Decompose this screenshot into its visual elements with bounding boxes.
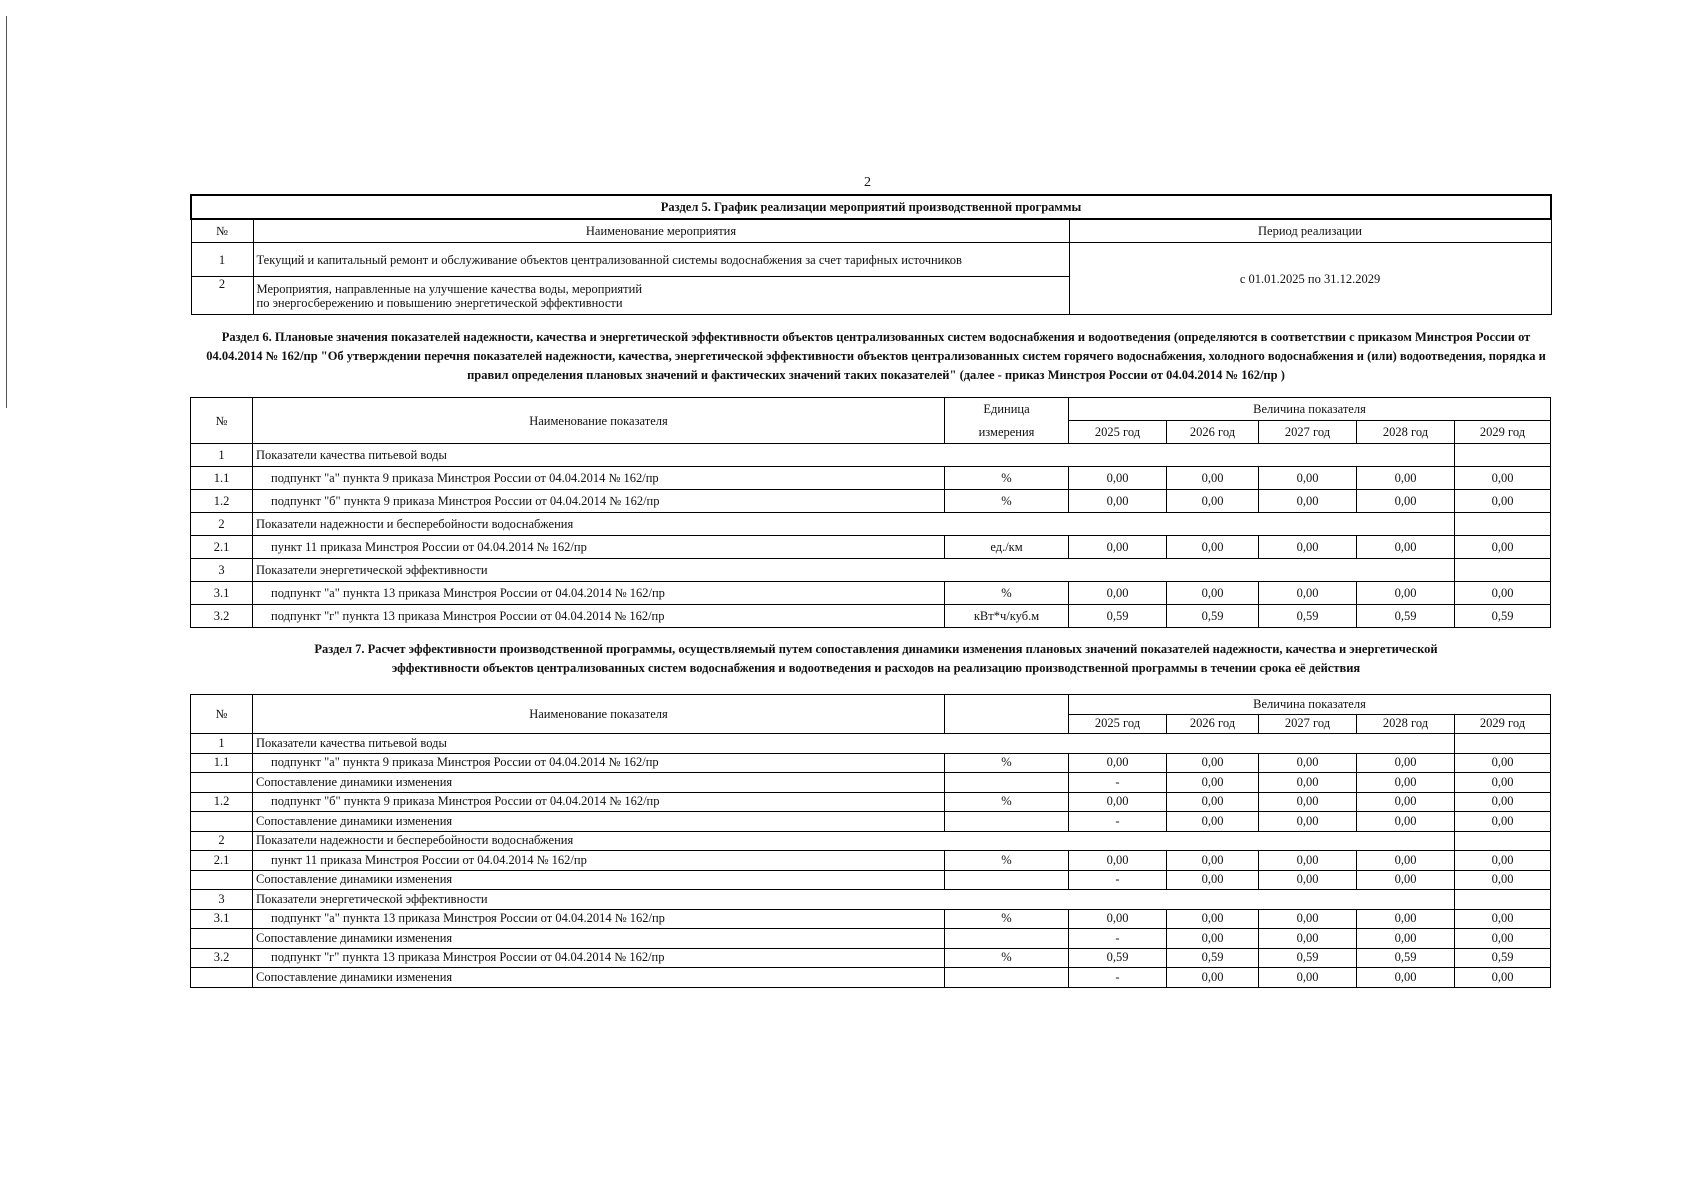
unit-cell: кВт*ч/куб.м bbox=[945, 605, 1069, 628]
row-number: 2.1 bbox=[191, 536, 253, 559]
value-cell: 0,00 bbox=[1357, 582, 1455, 605]
value-cell: 0,00 bbox=[1357, 870, 1455, 890]
section7-title-line2: эффективности объектов централизованных систем водоснабжения и водоотведения и расходов на реализацию производственной программы в течении срока её действия bbox=[391, 661, 1361, 675]
row-number: 1 bbox=[191, 444, 253, 467]
unit-cell: % bbox=[945, 948, 1069, 968]
section5-period-value: с 01.01.2025 по 31.12.2029 bbox=[1069, 243, 1551, 315]
value-cell: 0,00 bbox=[1357, 753, 1455, 773]
unit-cell: % bbox=[945, 909, 1069, 929]
table-row bbox=[191, 831, 1551, 851]
unit-cell: % bbox=[945, 467, 1069, 490]
indicator-name: подпункт "б" пункта 9 приказа Минстроя России от 04.04.2014 № 162/пр bbox=[253, 792, 945, 812]
section6-year-2028: 2028 год bbox=[1357, 421, 1455, 444]
value-cell: 0,00 bbox=[1167, 812, 1259, 832]
group-name: Показатели надежности и бесперебойности водоснабжения bbox=[253, 513, 1455, 536]
row-number: 2.1 bbox=[191, 851, 253, 871]
section5-title: Раздел 5. График реализации мероприятий производственной программы bbox=[191, 195, 1551, 219]
value-cell: 0,00 bbox=[1357, 929, 1455, 949]
section6-year-2027: 2027 год bbox=[1259, 421, 1357, 444]
value-cell: 0,00 bbox=[1455, 467, 1551, 490]
section7-title bbox=[230, 640, 1522, 678]
value-cell: 0,00 bbox=[1167, 968, 1259, 988]
indicator-name: подпункт "а" пункта 13 приказа Минстроя России от 04.04.2014 № 162/пр bbox=[253, 582, 945, 605]
value-cell: 0,59 bbox=[1455, 948, 1551, 968]
empty-cell bbox=[1455, 559, 1551, 582]
value-cell: 0,59 bbox=[1069, 948, 1167, 968]
value-cell: 0,00 bbox=[1455, 773, 1551, 793]
value-cell: 0,00 bbox=[1455, 812, 1551, 832]
section7-header-name: Наименование показателя bbox=[253, 695, 945, 734]
section7-header-unit bbox=[945, 695, 1069, 734]
value-cell: 0,00 bbox=[1069, 792, 1167, 812]
value-cell: 0,00 bbox=[1167, 467, 1259, 490]
value-cell: 0,00 bbox=[1455, 582, 1551, 605]
section6-body bbox=[191, 444, 1551, 628]
table-row bbox=[191, 851, 1551, 871]
section7-body bbox=[191, 734, 1551, 988]
group-name: Показатели энергетической эффективности bbox=[253, 559, 1455, 582]
value-cell: 0,00 bbox=[1167, 851, 1259, 871]
row-number bbox=[191, 812, 253, 832]
value-cell: 0,59 bbox=[1357, 605, 1455, 628]
section5-table bbox=[190, 194, 1552, 315]
value-cell: 0,00 bbox=[1069, 909, 1167, 929]
value-cell: 0,00 bbox=[1167, 792, 1259, 812]
value-cell: 0,59 bbox=[1357, 948, 1455, 968]
value-cell: 0,00 bbox=[1455, 753, 1551, 773]
empty-cell bbox=[1455, 513, 1551, 536]
table-row bbox=[191, 513, 1551, 536]
page-number: 2 bbox=[864, 175, 871, 190]
value-cell: 0,00 bbox=[1455, 909, 1551, 929]
row-number: 3.1 bbox=[191, 909, 253, 929]
scan-edge-line bbox=[6, 16, 7, 408]
value-cell: 0,00 bbox=[1455, 929, 1551, 949]
section6-header-name: Наименование показателя bbox=[253, 398, 945, 444]
section7-year-2026: 2026 год bbox=[1167, 714, 1259, 734]
value-cell: 0,00 bbox=[1069, 582, 1167, 605]
value-cell: 0,59 bbox=[1167, 948, 1259, 968]
value-cell: 0,00 bbox=[1455, 851, 1551, 871]
section6-year-2029: 2029 год bbox=[1455, 421, 1551, 444]
section5-header-no: № bbox=[191, 219, 253, 243]
row-number: 1.2 bbox=[191, 490, 253, 513]
value-cell: 0,00 bbox=[1357, 851, 1455, 871]
unit-cell: % bbox=[945, 792, 1069, 812]
indicator-name: подпункт "а" пункта 13 приказа Минстроя России от 04.04.2014 № 162/пр bbox=[253, 909, 945, 929]
value-cell: 0,00 bbox=[1357, 792, 1455, 812]
row-number bbox=[191, 773, 253, 793]
value-cell: 0,00 bbox=[1167, 870, 1259, 890]
section5-row1-no: 1 bbox=[191, 243, 253, 277]
value-cell: 0,00 bbox=[1069, 753, 1167, 773]
value-cell: 0,00 bbox=[1167, 773, 1259, 793]
value-cell: 0,00 bbox=[1357, 536, 1455, 559]
row-number bbox=[191, 870, 253, 890]
value-cell: 0,59 bbox=[1259, 948, 1357, 968]
row-number bbox=[191, 929, 253, 949]
value-cell: 0,00 bbox=[1259, 773, 1357, 793]
value-cell: 0,00 bbox=[1167, 536, 1259, 559]
group-name: Показатели качества питьевой воды bbox=[253, 444, 1455, 467]
table-row bbox=[191, 490, 1551, 513]
value-cell: 0,00 bbox=[1259, 851, 1357, 871]
table-row bbox=[191, 467, 1551, 490]
section5-header-name: Наименование мероприятия bbox=[253, 219, 1069, 243]
value-cell: 0,00 bbox=[1069, 536, 1167, 559]
unit-cell bbox=[945, 773, 1069, 793]
table-row bbox=[191, 792, 1551, 812]
table-row bbox=[191, 536, 1551, 559]
value-cell: 0,00 bbox=[1167, 909, 1259, 929]
section6-header-unit-line1: Единица bbox=[945, 398, 1069, 421]
value-cell: - bbox=[1069, 968, 1167, 988]
section7-header-no: № bbox=[191, 695, 253, 734]
value-cell: 0,00 bbox=[1259, 536, 1357, 559]
value-cell: 0,00 bbox=[1259, 909, 1357, 929]
value-cell: 0,59 bbox=[1167, 605, 1259, 628]
section5-row2-no: 2 bbox=[191, 277, 253, 315]
section7-title-line1: Раздел 7. Расчет эффективности производственной программы, осуществляемый путем сопоставления динамики изменения плановых значений показателей надежности, качества и энергетической bbox=[314, 642, 1438, 656]
indicator-name: подпункт "б" пункта 9 приказа Минстроя России от 04.04.2014 № 162/пр bbox=[253, 490, 945, 513]
table-row bbox=[191, 909, 1551, 929]
value-cell: 0,00 bbox=[1069, 467, 1167, 490]
value-cell: 0,00 bbox=[1357, 773, 1455, 793]
section7-year-2029: 2029 год bbox=[1455, 714, 1551, 734]
value-cell: 0,00 bbox=[1455, 870, 1551, 890]
empty-cell bbox=[1455, 890, 1551, 910]
section6-year-2025: 2025 год bbox=[1069, 421, 1167, 444]
unit-cell: % bbox=[945, 851, 1069, 871]
value-cell: 0,00 bbox=[1259, 792, 1357, 812]
section7-table bbox=[190, 694, 1551, 988]
table-row bbox=[191, 734, 1551, 754]
empty-cell bbox=[1455, 734, 1551, 754]
section6-header-unit-line2: измерения bbox=[945, 421, 1069, 444]
indicator-name: пункт 11 приказа Минстроя России от 04.04.2014 № 162/пр bbox=[253, 851, 945, 871]
value-cell: 0,00 bbox=[1357, 467, 1455, 490]
table-row bbox=[191, 582, 1551, 605]
value-cell: 0,00 bbox=[1167, 929, 1259, 949]
indicator-name: подпункт "а" пункта 9 приказа Минстроя России от 04.04.2014 № 162/пр bbox=[253, 753, 945, 773]
unit-cell bbox=[945, 968, 1069, 988]
value-cell: 0,00 bbox=[1357, 909, 1455, 929]
table-row bbox=[191, 948, 1551, 968]
indicator-name: пункт 11 приказа Минстроя России от 04.04.2014 № 162/пр bbox=[253, 536, 945, 559]
group-name: Показатели энергетической эффективности bbox=[253, 890, 1455, 910]
value-cell: 0,59 bbox=[1069, 605, 1167, 628]
value-cell: 0,00 bbox=[1259, 753, 1357, 773]
section6-table bbox=[190, 397, 1551, 628]
value-cell: - bbox=[1069, 773, 1167, 793]
unit-cell: % bbox=[945, 582, 1069, 605]
section7-header-value: Величина показателя bbox=[1069, 695, 1551, 715]
value-cell: 0,00 bbox=[1455, 792, 1551, 812]
table-row bbox=[191, 968, 1551, 988]
value-cell: 0,00 bbox=[1455, 968, 1551, 988]
table-row bbox=[191, 605, 1551, 628]
indicator-name: Сопоставление динамики изменения bbox=[253, 812, 945, 832]
section5-row2-name bbox=[253, 277, 1069, 315]
row-number: 2 bbox=[191, 831, 253, 851]
indicator-name: Сопоставление динамики изменения bbox=[253, 968, 945, 988]
row-number bbox=[191, 968, 253, 988]
value-cell: 0,00 bbox=[1069, 851, 1167, 871]
row-number: 2 bbox=[191, 513, 253, 536]
value-cell: 0,00 bbox=[1259, 490, 1357, 513]
unit-cell bbox=[945, 812, 1069, 832]
row-number: 3.1 bbox=[191, 582, 253, 605]
row-number: 1 bbox=[191, 734, 253, 754]
row-number: 3 bbox=[191, 890, 253, 910]
value-cell: - bbox=[1069, 812, 1167, 832]
indicator-name: Сопоставление динамики изменения bbox=[253, 870, 945, 890]
indicator-name: подпункт "г" пункта 13 приказа Минстроя России от 04.04.2014 № 162/пр bbox=[253, 605, 945, 628]
value-cell: - bbox=[1069, 870, 1167, 890]
row-number: 1.1 bbox=[191, 467, 253, 490]
table-row bbox=[191, 870, 1551, 890]
indicator-name: подпункт "а" пункта 9 приказа Минстроя России от 04.04.2014 № 162/пр bbox=[253, 467, 945, 490]
section6-header-value: Величина показателя bbox=[1069, 398, 1551, 421]
unit-cell: ед./км bbox=[945, 536, 1069, 559]
value-cell: - bbox=[1069, 929, 1167, 949]
section5-row2-name-line1: Мероприятия, направленные на улучшение качества воды, мероприятий bbox=[256, 281, 643, 296]
indicator-name: Сопоставление динамики изменения bbox=[253, 773, 945, 793]
section5-header-period: Период реализации bbox=[1069, 219, 1551, 243]
group-name: Показатели качества питьевой воды bbox=[253, 734, 1455, 754]
value-cell: 0,59 bbox=[1259, 605, 1357, 628]
unit-cell bbox=[945, 929, 1069, 949]
table-row bbox=[191, 929, 1551, 949]
row-number: 3 bbox=[191, 559, 253, 582]
value-cell: 0,00 bbox=[1069, 490, 1167, 513]
empty-cell bbox=[1455, 831, 1551, 851]
value-cell: 0,59 bbox=[1455, 605, 1551, 628]
value-cell: 0,00 bbox=[1259, 467, 1357, 490]
section6-header-no: № bbox=[191, 398, 253, 444]
value-cell: 0,00 bbox=[1259, 812, 1357, 832]
section7-year-2028: 2028 год bbox=[1357, 714, 1455, 734]
unit-cell: % bbox=[945, 490, 1069, 513]
value-cell: 0,00 bbox=[1259, 870, 1357, 890]
row-number: 1.2 bbox=[191, 792, 253, 812]
table-row bbox=[191, 773, 1551, 793]
unit-cell: % bbox=[945, 753, 1069, 773]
row-number: 3.2 bbox=[191, 605, 253, 628]
value-cell: 0,00 bbox=[1357, 490, 1455, 513]
row-number: 3.2 bbox=[191, 948, 253, 968]
table-row bbox=[191, 444, 1551, 467]
value-cell: 0,00 bbox=[1259, 582, 1357, 605]
value-cell: 0,00 bbox=[1167, 490, 1259, 513]
empty-cell bbox=[1455, 444, 1551, 467]
value-cell: 0,00 bbox=[1357, 812, 1455, 832]
value-cell: 0,00 bbox=[1167, 753, 1259, 773]
value-cell: 0,00 bbox=[1259, 968, 1357, 988]
value-cell: 0,00 bbox=[1455, 490, 1551, 513]
value-cell: 0,00 bbox=[1455, 536, 1551, 559]
value-cell: 0,00 bbox=[1167, 582, 1259, 605]
section5-row2-name-line2: по энергосбережению и повышению энергетической эффективности bbox=[256, 295, 623, 310]
indicator-name: Сопоставление динамики изменения bbox=[253, 929, 945, 949]
section7-year-2025: 2025 год bbox=[1069, 714, 1167, 734]
value-cell: 0,00 bbox=[1259, 929, 1357, 949]
row-number: 1.1 bbox=[191, 753, 253, 773]
section6-title: Раздел 6. Плановые значения показателей надежности, качества и энергетической эффективности объектов централизованных систем водоснабжения и водоотведения (определяются в соответствии с приказом Минстроя России от 04.04.2014 № 162/пр "Об утверждении перечня показателей надежности, качества, энергетической эффективности объектов централизованных систем горячего водоснабжения, холодного водоснабжения и (или) водоотведения, порядка и правил определения плановых значений и фактических значений таких показателей" (далее - приказ Минстроя России от 04.04.2014 № 162/пр ) bbox=[206, 330, 1546, 382]
table-row bbox=[191, 753, 1551, 773]
value-cell: 0,00 bbox=[1357, 968, 1455, 988]
group-name: Показатели надежности и бесперебойности водоснабжения bbox=[253, 831, 1455, 851]
section5-row1-name: Текущий и капитальный ремонт и обслуживание объектов централизованной системы водоснабжения за счет тарифных источников bbox=[253, 243, 1069, 277]
table-row bbox=[191, 559, 1551, 582]
table-row bbox=[191, 890, 1551, 910]
unit-cell bbox=[945, 870, 1069, 890]
table-row bbox=[191, 812, 1551, 832]
section6-year-2026: 2026 год bbox=[1167, 421, 1259, 444]
section7-year-2027: 2027 год bbox=[1259, 714, 1357, 734]
indicator-name: подпункт "г" пункта 13 приказа Минстроя России от 04.04.2014 № 162/пр bbox=[253, 948, 945, 968]
